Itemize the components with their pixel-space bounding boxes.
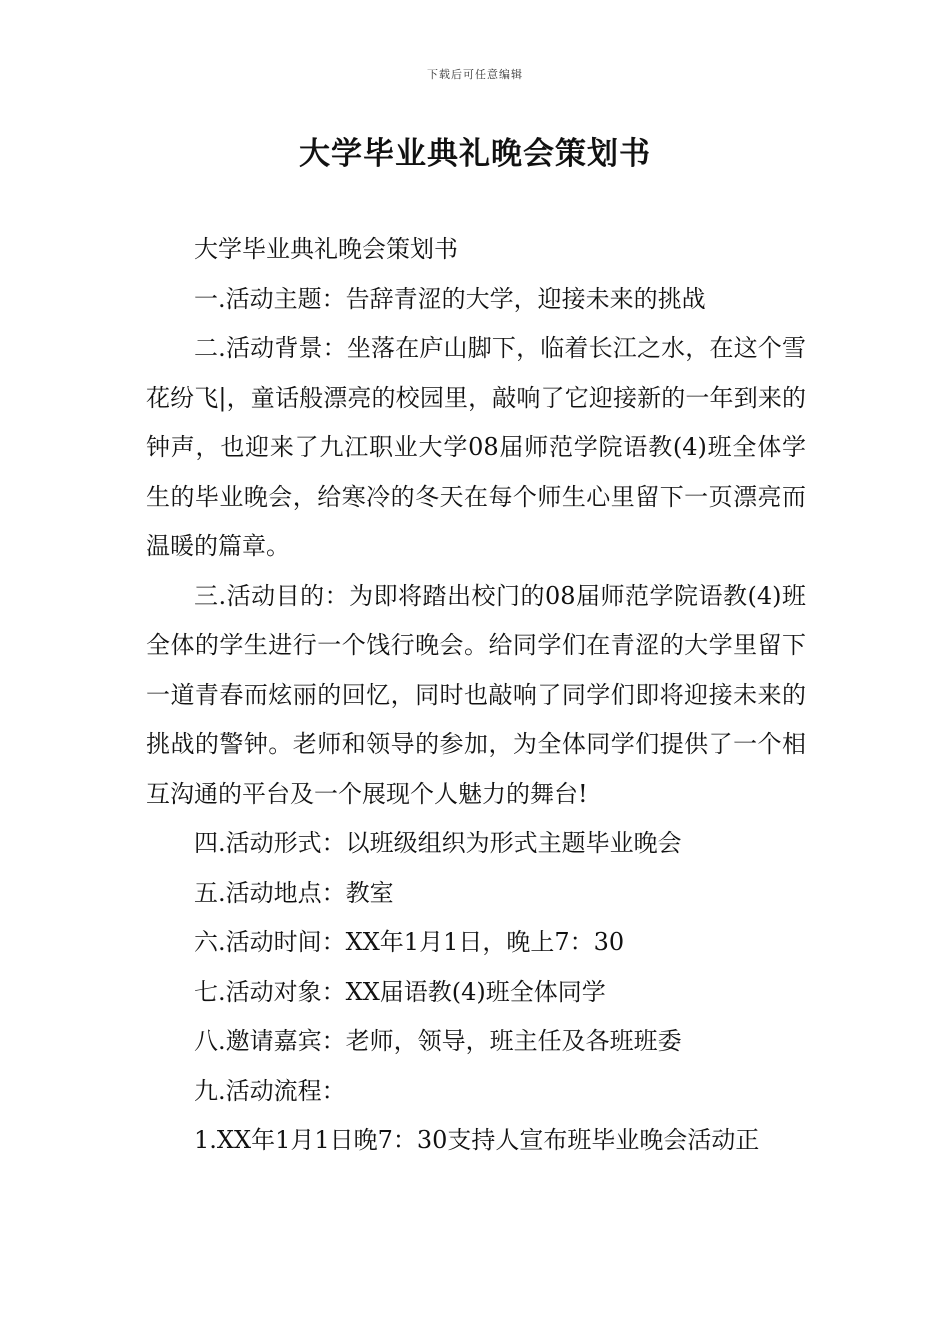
paragraph-theme: 一.活动主题：告辞青涩的大学，迎接未来的挑战 <box>194 284 706 313</box>
paragraph-subtitle: 大学毕业典礼晚会策划书 <box>194 235 458 263</box>
header-note: 下载后可任意编辑 <box>427 68 523 81</box>
paragraph-location: 五.活动地点：教室 <box>194 878 394 907</box>
paragraph-purpose: 三.活动目的：为即将踏出校门的08届师范学院语教(4)班全体的学生进行一个饯行晚会。给同学们在青涩的大学里留下一道青春而炫丽的回忆，同时也敲响了同学们即将迎接未来的挑战的警钟。老师和领导的参加，为全体同学们提供了一个相互沟通的平台及一个展现个人魅力的舞台! <box>146 581 806 808</box>
paragraph-process-step-1: 1.XX年1月1日晚7：30支持人宣布班毕业晚会活动正 <box>194 1126 760 1154</box>
paragraph-time: 六.活动时间：XX年1月1日，晚上7：30 <box>194 928 625 956</box>
document-title: 大学毕业典礼晚会策划书 <box>299 136 651 172</box>
document-body <box>146 225 806 1166</box>
paragraph-guests: 八.邀请嘉宾：老师，领导，班主任及各班班委 <box>194 1027 682 1055</box>
paragraph-process-heading: 九.活动流程： <box>194 1076 346 1105</box>
paragraph-format: 四.活动形式：以班级组织为形式主题毕业晚会 <box>194 829 682 857</box>
paragraph-audience: 七.活动对象：XX届语教(4)班全体同学 <box>194 977 606 1006</box>
paragraph-background: 二.活动背景：坐落在庐山脚下，临着长江之水，在这个雪花纷飞|，童话般漂亮的校园里，敲响了它迎接新的一年到来的钟声，也迎来了九江职业大学08届师范学院语教(4)班全体学生的毕业晚会，给寒冷的冬天在每个师生心里留下一页漂亮而温暖的篇章。 <box>146 334 806 560</box>
